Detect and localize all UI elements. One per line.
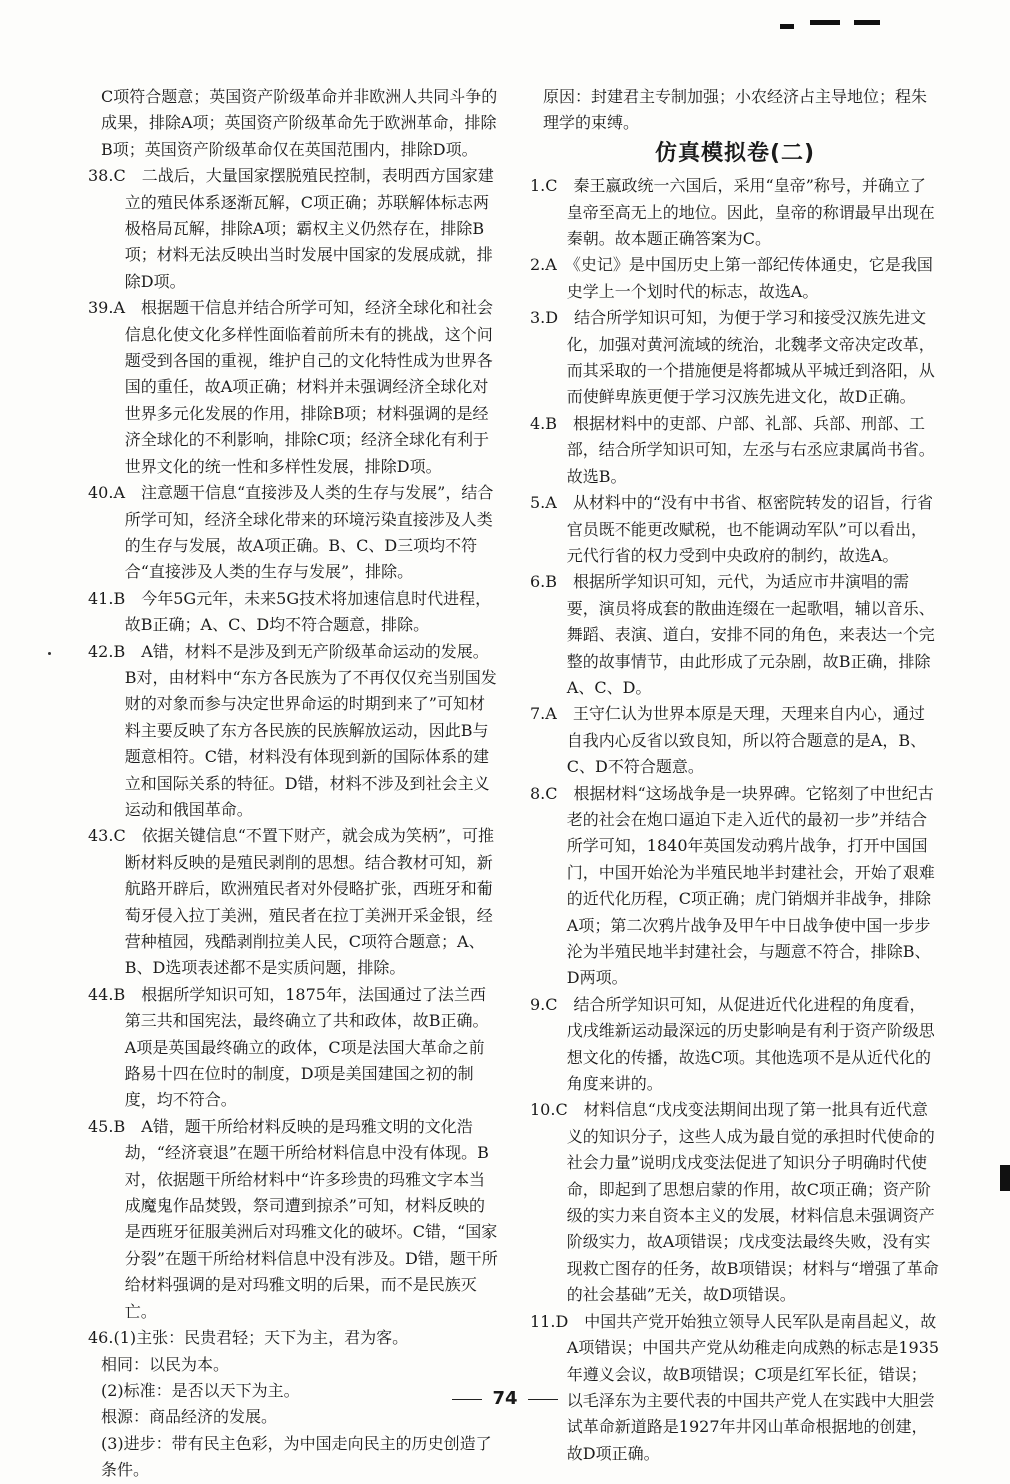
answer-text: 40.A 注意题干信息“直接涉及人类的生存与发展”，结合所学可知，经济全球化带来的环境污染直接涉及人类的生存与发展，故A项正确。B、C、D三项均不符合“直接涉及人类的生存与发展”，排除。 [88, 483, 494, 582]
answer-text: 45.B A错，题干所给材料反映的是玛雅文明的文化浩劫，“经济衰退”在题干所给材料信息中没有体现。B对，依据题干所给材料中“许多珍贵的玛雅文字本当成魔鬼作品焚毁，祭司遭到掠杀”可知，材料反映的是西班牙征服美洲后对玛雅文化的破坏。C错，“国家分裂”在题干所给材料信息中没有涉及。D错，题干所给材料强调的是对玛雅文明的后果，而不是民族灭亡。 [88, 1116, 498, 1321]
answer-item-2 [530, 252, 940, 305]
answer-text: 1.C 秦王嬴政统一六国后，采用“皇帝”称号，并确立了皇帝至高无上的地位。因此，皇帝的称谓最早出现在秦朝。故本题正确答案为C。 [530, 176, 935, 249]
answer-item-40 [88, 480, 498, 586]
continued-answer-text: C项符合题意；英国资产阶级革命并非欧洲人共同斗争的成果，排除A项；英国资产阶级革命先于欧洲革命，排除B项；英国资产阶级革命仅在英国范围内，排除D项。 [101, 87, 498, 159]
right-column [530, 84, 940, 1467]
answer-item-39 [88, 295, 498, 480]
answer-item-4 [530, 411, 940, 490]
answer-item-44 [88, 982, 498, 1114]
answer-item-6 [530, 569, 940, 701]
left-column [88, 84, 498, 1484]
stray-dot [48, 652, 51, 655]
answer-item-43 [88, 823, 498, 981]
answer-item-38 [88, 163, 498, 295]
edge-thumb-mark [1000, 1165, 1010, 1191]
answer-item-45 [88, 1114, 498, 1325]
answer-text: 4.B 根据材料中的吏部、户部、礼部、兵部、刑部、工部，结合所学知识可知，左丞与右丞应隶属尚书省。故选B。 [530, 413, 935, 486]
answer-text: 2.A 《史记》是中国历史上第一部纪传体通史，它是我国史学上一个划时代的标志，故选A。 [530, 255, 933, 301]
answer-text: 10.C 材料信息“戊戌变法期间出现了第一批具有近代意义的知识分子，这些人成为最自觉的承担时代使命的社会力量”说明戊戌变法促进了知识分子明确时代使命，即起到了思想启蒙的作用，故C项正确；资产阶级的实力来自资本主义的发展，材料信息未强调资产阶级实力，故A项错误；戊戌变法最终失败，没有实现救亡图存的任务，故B项错误；材料与“增强了革命的社会基础”无关，故D项错误。 [530, 1100, 939, 1305]
continued-answer-text: 原因：封建君主专制加强；小农经济占主导地位；程朱理学的束缚。 [543, 87, 928, 133]
answer-text: 9.C 结合所学知识可知，从促进近代化进程的角度看，戊戌维新运动最深远的历史影响是有利于资产阶级思想文化的传播，故选C项。其他选项不是从近代化的角度来讲的。 [530, 994, 935, 1094]
answer-text: 46.(1)主张：民贵君轻；天下为主，君为客。 [88, 1328, 409, 1348]
footer-dash-left [452, 1399, 482, 1400]
answer-46-root-cause: 根源：商品经济的发展。 [101, 1407, 278, 1427]
answer-text: 7.A 王守仁认为世界本原是天理，天理来自内心，通过自我内心反省以致良知，所以符合题意的是A，B、C、D不符合题意。 [530, 704, 927, 777]
answer-item-46 [88, 1325, 498, 1351]
answer-text: 11.D 中国共产党开始独立领导人民军队是南昌起义，故A项错误；中国共产党从幼稚走向成熟的标志是1935年遵义会议，故B项错误；C项是红军长征，错误；以毛泽东为主要代表的中国共产党人在实践中大胆尝试革命新道路是1927年井冈山革命根据地的创建，故D项正确。 [530, 1311, 940, 1463]
answer-text: 42.B A错，材料不是涉及到无产阶级革命运动的发展。B对，由材料中“东方各民族为了不再仅仅充当别国发财的对象而参与决定世界命运的时期到来了”可知材料主要反映了东方各民族的民族解放运动，因此B与题意相符。C错，材料没有体现到新的国际体系的建立和国际关系的特征。D错，材料不涉及到社会主义运动和俄国革命。 [88, 641, 497, 819]
answer-item-9 [530, 992, 940, 1098]
answer-46-progress: (3)进步：带有民主色彩，为中国走向民主的历史创造了条件。 [101, 1433, 492, 1480]
answer-item-42 [88, 639, 498, 824]
page-number: 74 [492, 1388, 518, 1409]
answer-text: 43.C 依据关键信息“不置下财产，就会成为笑柄”，可推断材料反映的是殖民剥削的思想。结合教材可知，新航路开辟后，欧洲殖民者对外侵略扩张，西班牙和葡萄牙侵入拉丁美洲，殖民者在拉丁美洲开采金银，经营种植园，残酷剥削拉美人民，C项符合题意；A、B、D选项表述都不是实质问题，排除。 [88, 826, 495, 978]
answer-item-8 [530, 781, 940, 992]
page-footer [0, 1388, 1010, 1409]
answer-item-5 [530, 490, 940, 569]
answer-text: 6.B 根据所学知识可知，元代，为适应市井演唱的需要，演员将成套的散曲连缀在一起歌唱，辅以音乐、舞蹈、表演、道白，安排不同的角色，来表达一个完整的故事情节，由此形成了元杂剧，故B正确，排除A、C、D。 [530, 572, 935, 697]
answer-item-41 [88, 586, 498, 639]
answer-text: 38.C 二战后，大量国家摆脱殖民控制，表明西方国家建立的殖民体系逐渐瓦解，C项正确；苏联解体标志两极格局瓦解，排除A项；霸权主义仍然存在，排除B项；材料无法反映出当时发展中国家的发展成就，排除D项。 [88, 166, 494, 291]
answer-item-3 [530, 305, 940, 411]
answer-text: 3.D 结合所学知识可知，为便于学习和接受汉族先进文化，加强对黄河流域的统治，北魏孝文帝决定改革，而其采取的一个措施便是将都城从平城迁到洛阳，从而使鲜卑族更便于学习汉族先进文化，故D正确。 [530, 308, 935, 407]
answer-46-similarity: 相同：以民为本。 [101, 1354, 230, 1374]
answer-text: 5.A 从材料中的“没有中书省、枢密院转发的诏旨，行省官员既不能更改赋税，也不能调动军队”可以看出，元代行省的权力受到中央政府的制约，故选A。 [530, 493, 934, 565]
section-title: 仿真模拟卷(二) [654, 140, 816, 166]
answer-text: 8.C 根据材料“这场战争是一块界碑。它铭刻了中世纪古老的社会在炮口逼迫下走入近代的最初一步”并结合所学可知，1840年英国发动鸦片战争，打开中国国门，中国开始沦为半殖民地半封建社会，开始了艰难的近代化历程，C项正确；虎门销烟并非战争，排除A项；第二次鸦片战争及甲午中日战争使中国一步步沦为半殖民地半封建社会，与题意不符合，排除B、D两项。 [530, 783, 935, 988]
answer-item-10 [530, 1097, 940, 1308]
answer-text: 39.A 根据题干信息并结合所学可知，经济全球化和社会信息化使文化多样性面临着前所未有的挑战，这个问题受到各国的重视，维护自己的文化特性成为世界各国的重任，故A项正确；材料并未强调经济全球化对世界多元化发展的作用，排除B项；材料强调的是经济全球化的不利影响，排除C项；经济全球化有利于世界文化的统一性和多样性发展，排除D项。 [88, 298, 494, 476]
footer-dash-right [528, 1399, 558, 1400]
answer-text: 44.B 根据所学知识可知，1875年，法国通过了法兰西第三共和国宪法，最终确立了共和政体，故B正确。A项是英国最终确立的政体，C项是法国大革命之前路易十四在位时的制度，D项是美国建国之初的制度，均不符合。 [88, 984, 489, 1110]
answer-text: 41.B 今年5G元年，未来5G技术将加速信息时代进程，故B正确；A、C、D均不符合题意，排除。 [88, 588, 492, 635]
answer-46-standard: (2)标准：是否以天下为主。 [101, 1380, 300, 1400]
answer-item-7 [530, 701, 940, 780]
answer-item-1 [530, 173, 940, 252]
